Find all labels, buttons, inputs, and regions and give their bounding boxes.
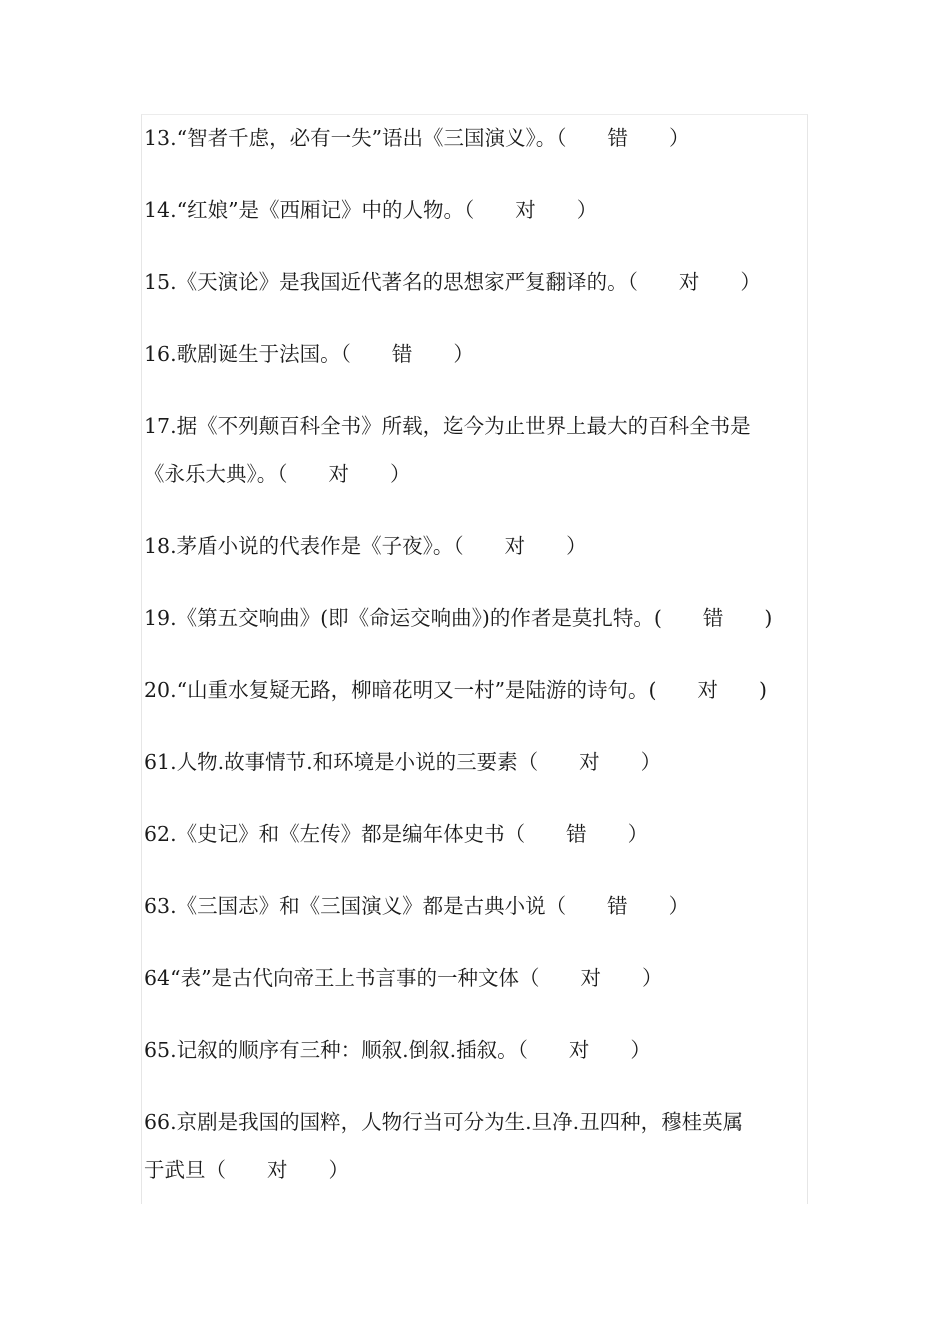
question-18	[144, 522, 806, 570]
question-66	[144, 1098, 806, 1194]
question-13	[144, 114, 806, 162]
question-14	[144, 186, 806, 234]
question-62	[144, 810, 806, 858]
question-61	[144, 738, 806, 786]
question-text: 20.“山重水复疑无路，柳暗花明又一村”是陆游的诗句。( 对 )	[144, 678, 768, 702]
question-20	[144, 666, 806, 714]
question-text-line-1: 66.京剧是我国的国粹，人物行当可分为生.旦净.丑四种，穆桂英属	[144, 1110, 744, 1134]
question-text: 61.人物.故事情节.和环境是小说的三要素（ 对 ）	[144, 750, 662, 774]
question-list	[144, 114, 806, 1194]
question-text: 62.《史记》和《左传》都是编年体史书（ 错 ）	[144, 822, 649, 846]
question-text: 15.《天演论》是我国近代著名的思想家严复翻译的。（ 对 ）	[144, 270, 761, 294]
question-64	[144, 954, 806, 1002]
question-19	[144, 594, 806, 642]
question-15	[144, 258, 806, 306]
question-63	[144, 882, 806, 930]
question-text: 16.歌剧诞生于法国。（ 错 ）	[144, 342, 474, 366]
question-text: 14.“红娘”是《西厢记》中的人物。（ 对 ）	[144, 198, 598, 222]
question-text: 13.“智者千虑，必有一失”语出《三国演义》。（ 错 ）	[144, 126, 690, 150]
question-text-line-1: 17.据《不列颠百科全书》所载，迄今为止世界上最大的百科全书是	[144, 414, 751, 438]
question-17	[144, 402, 806, 498]
question-text: 64“表”是古代向帝王上书言事的一种文体（ 对 ）	[144, 966, 663, 990]
question-text: 19.《第五交响曲》(即《命运交响曲》)的作者是莫扎特。( 错 )	[144, 606, 773, 630]
question-65	[144, 1026, 806, 1074]
question-16	[144, 330, 806, 378]
question-text-line-2: 于武旦（ 对 ）	[144, 1158, 349, 1182]
question-text: 18.茅盾小说的代表作是《子夜》。（ 对 ）	[144, 534, 587, 558]
question-text-line-2: 《永乐大典》。（ 对 ）	[144, 462, 411, 486]
question-text: 63.《三国志》和《三国演义》都是古典小说（ 错 ）	[144, 894, 690, 918]
question-text: 65.记叙的顺序有三种：顺叙.倒叙.插叙。（ 对 ）	[144, 1038, 651, 1062]
